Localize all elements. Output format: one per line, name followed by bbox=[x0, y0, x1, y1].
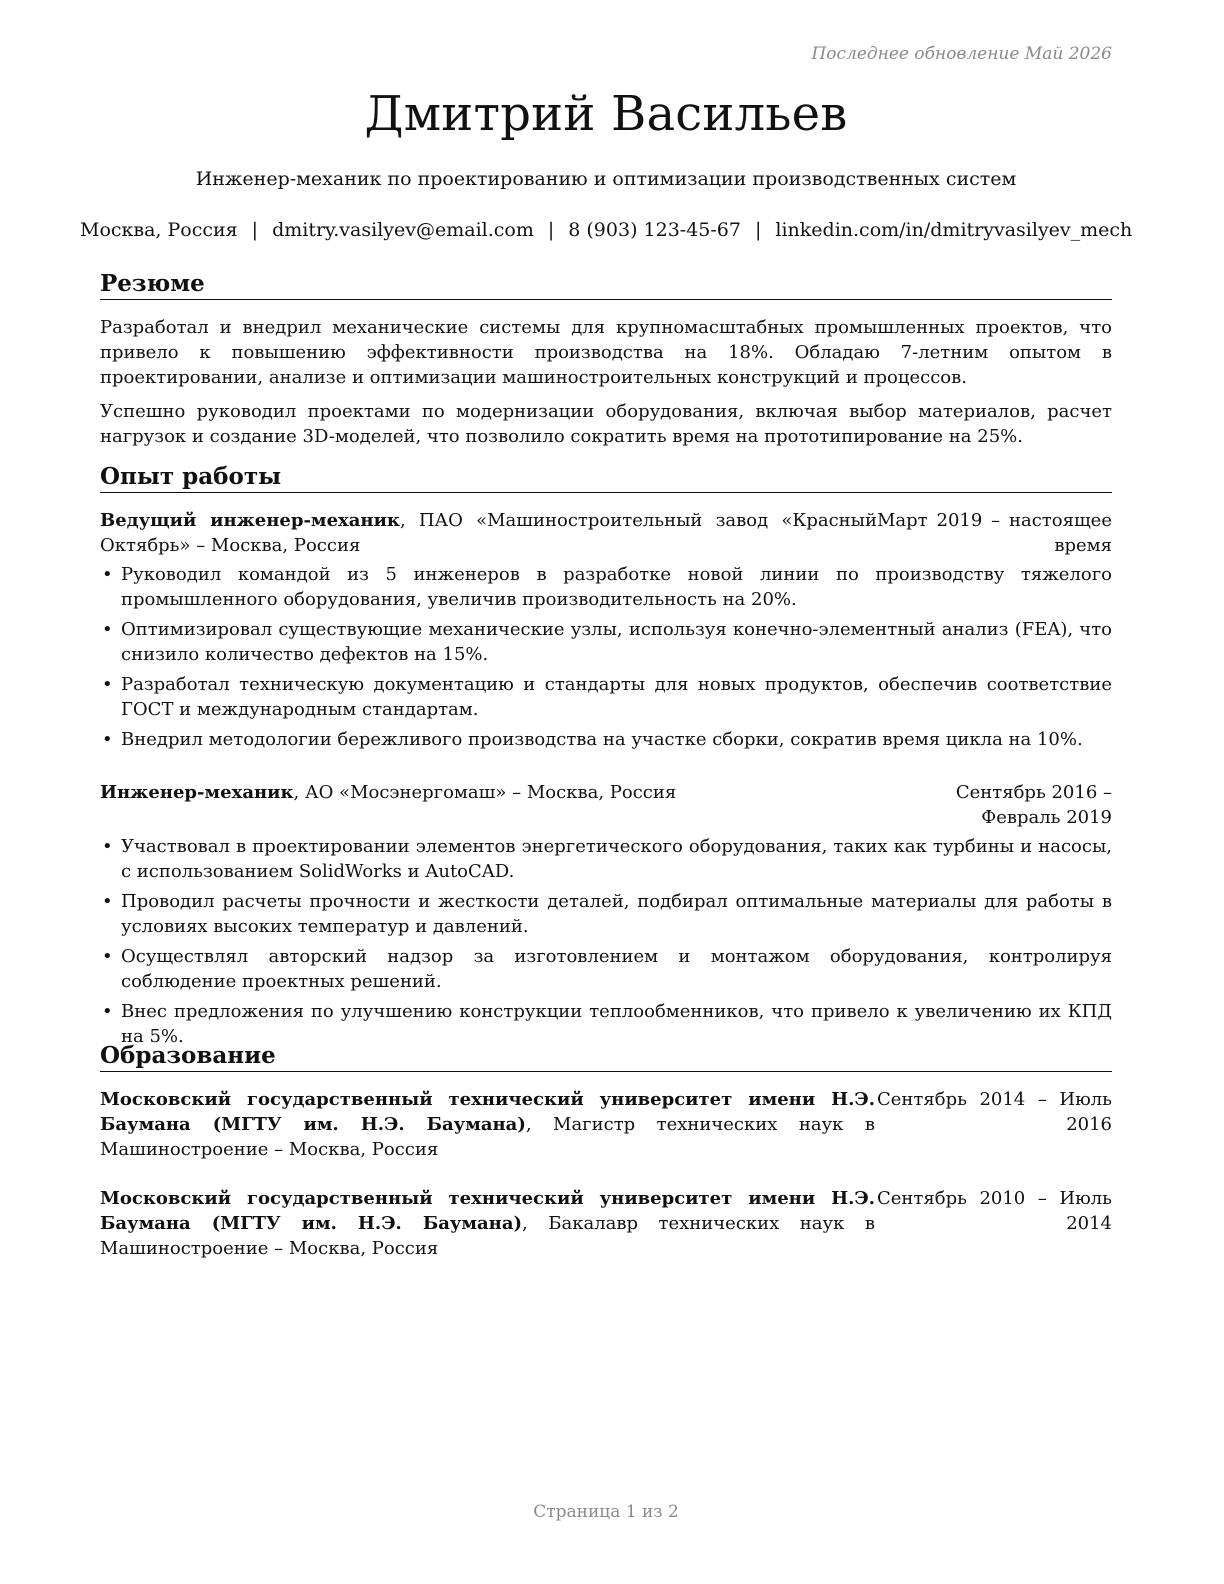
education-row bbox=[100, 1186, 1112, 1261]
education-school-degree bbox=[100, 1186, 875, 1261]
summary-paragraph: Успешно руководил проектами по модернизации оборудования, включая выбор материалов, расчет нагрузок и создание 3D-моделей, что позволило сократить время на прототипирование на 25%. bbox=[100, 401, 1112, 447]
job-role-company bbox=[100, 508, 877, 558]
education-entry bbox=[100, 1087, 1112, 1162]
job-title: Инженер-механик по проектированию и оптимизации производственных систем bbox=[195, 168, 1017, 190]
contact-location: Москва, Россия bbox=[80, 219, 238, 241]
resume-page bbox=[80, 0, 1133, 1584]
contact-phone[interactable]: 8 (903) 123-45-67 bbox=[568, 219, 741, 241]
section-title-experience: Опыт работы bbox=[100, 463, 1112, 493]
list-item: • Разработал техническую документацию и стандарты для новых продуктов, обеспечив соответствие ГОСТ и международным стандартам. bbox=[100, 672, 1112, 722]
list-item: • Проводил расчеты прочности и жесткости деталей, подбирал оптимальные материалы для работы в условиях высоких температур и давлений. bbox=[100, 889, 1112, 939]
education-school: Московский государственный технический университет имени Н.Э. Баумана (МГТУ им. Н.Э. Баумана) bbox=[100, 1188, 875, 1234]
contact-separator: | bbox=[251, 219, 259, 241]
education-degree: , Магистр технических наук в Машиностроение – Москва, Россия bbox=[100, 1114, 875, 1160]
section-title-summary: Резюме bbox=[100, 270, 1112, 300]
contact-linkedin[interactable]: linkedin.com/in/dmitryvasilyev_mech bbox=[775, 219, 1133, 241]
education-entry bbox=[100, 1186, 1112, 1261]
education-degree: , Бакалавр технических наук в Машиностроение – Москва, Россия bbox=[100, 1213, 875, 1259]
contact-email[interactable]: dmitry.vasilyev@email.com bbox=[272, 219, 534, 241]
job-role: Ведущий инженер-механик bbox=[100, 510, 400, 531]
job-company: , ПАО «Машиностроительный завод «Красный Октябрь» – Москва, Россия bbox=[100, 510, 877, 556]
page-number: Страница 1 из 2 bbox=[533, 1502, 679, 1522]
education-school-degree bbox=[100, 1087, 875, 1162]
job-role-company bbox=[100, 780, 872, 805]
job-role: Инженер-механик bbox=[100, 782, 294, 803]
list-item: • Внедрил методологии бережливого производства на участке сборки, сократив время цикла на 10%. bbox=[100, 727, 1112, 752]
contact-separator: | bbox=[754, 219, 762, 241]
person-name: Дмитрий Васильев bbox=[364, 86, 848, 142]
list-item: • Оптимизировал существующие механические узлы, используя конечно-элементный анализ (FEA), что снизило количество дефектов на 15%. bbox=[100, 617, 1112, 667]
section-title-education: Образование bbox=[100, 1042, 1112, 1072]
job-dates: Март 2019 – настоящее время bbox=[877, 510, 1112, 556]
education-dates: Сентябрь 2010 – Июль 2014 bbox=[877, 1188, 1112, 1234]
summary-paragraph: Разработал и внедрил механические системы для крупномасштабных промышленных проектов, что привело к повышению эффективности производства на 18%. Обладаю 7-летним опытом в проектировании, анализе и оптимизации машиностроительных конструкций и процессов. bbox=[100, 317, 1112, 388]
contact-line bbox=[80, 219, 1132, 241]
list-item: • Осуществлял авторский надзор за изготовлением и монтажом оборудования, контролируя соблюдение проектных решений. bbox=[100, 944, 1112, 994]
education-row bbox=[100, 1087, 1112, 1162]
job-bullets bbox=[100, 562, 1112, 752]
job-entry bbox=[100, 780, 1112, 1054]
list-item: • Участвовал в проектировании элементов энергетического оборудования, таких как турбины и насосы, с использованием SolidWorks и AutoCAD. bbox=[100, 834, 1112, 884]
job-entry bbox=[100, 508, 1112, 757]
job-header bbox=[100, 780, 1112, 830]
job-header bbox=[100, 508, 1112, 558]
list-item: • Внес предложения по улучшению конструкции теплообменников, что привело к увеличению их КПД на 5%. bbox=[100, 999, 1112, 1049]
list-item: • Руководил командой из 5 инженеров в разработке новой линии по производству тяжелого промышленного оборудования, увеличив производительность на 20%. bbox=[100, 562, 1112, 612]
education-school: Московский государственный технический университет имени Н.Э. Баумана (МГТУ им. Н.Э. Баумана) bbox=[100, 1089, 875, 1135]
job-bullets bbox=[100, 834, 1112, 1049]
contact-separator: | bbox=[547, 219, 555, 241]
last-updated: Последнее обновление Май 2026 bbox=[811, 44, 1112, 64]
education-dates: Сентябрь 2014 – Июль 2016 bbox=[877, 1089, 1112, 1135]
job-company: , АО «Мосэнергомаш» – Москва, Россия bbox=[293, 782, 677, 803]
job-dates: Сентябрь 2016 – Февраль 2019 bbox=[955, 782, 1112, 828]
